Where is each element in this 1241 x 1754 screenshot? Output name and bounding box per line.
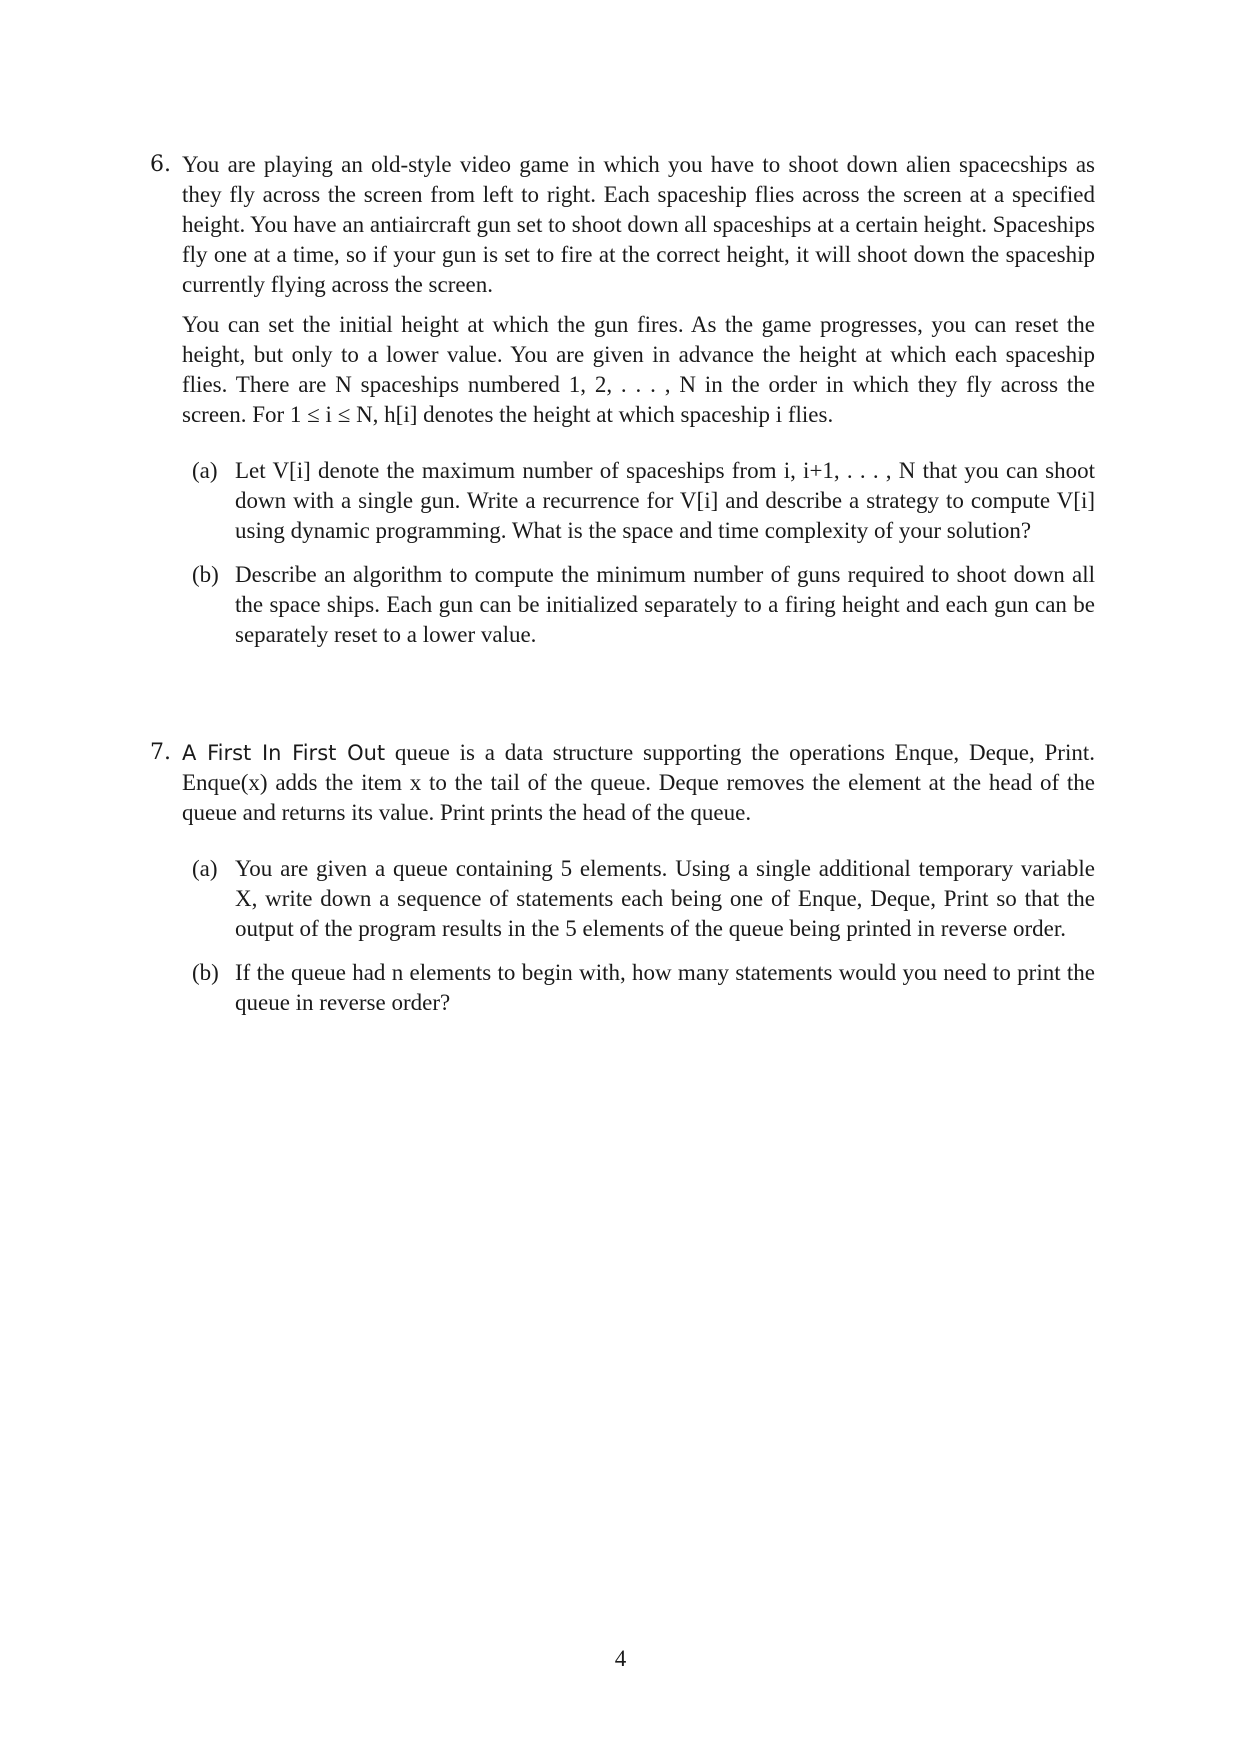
subpart-text: Describe an algorithm to compute the minimum number of guns required to shoot down all the space ships. Each gun can be initialized separately to a firing height and each gun can be separately reset to a lower value. <box>235 562 1095 647</box>
subpart-text: You are given a queue containing 5 elements. Using a single additional temporary variable X, write down a sequence of statements each being one of Enque, Deque, Print so that the output of the program results in the 5 elements of the queue being printed in reverse order. <box>235 856 1095 941</box>
subpart-text: If the queue had n elements to begin with, how many statements would you need to print the queue in reverse order? <box>235 960 1095 1015</box>
subpart-label: (b) <box>192 960 219 985</box>
subpart-b <box>182 560 1095 650</box>
problem-body <box>182 738 1095 1018</box>
fifo-term: A First In First Out <box>182 741 386 765</box>
problem-paragraph: You are playing an old-style video game in which you have to shoot down alien spacecships as they fly across the screen from left to right. Each spaceship flies across the screen at a specified height. You have an antiaircraft gun set to shoot down all spaceships at a certain height. Spaceships fly one at a time, so if your gun is set to fire at the correct height, it will shoot down the spaceship currently flying across the screen. <box>182 152 1095 297</box>
subpart-a <box>182 854 1095 944</box>
subpart-list <box>182 456 1095 650</box>
subpart-list <box>182 854 1095 1018</box>
problem-paragraph <box>182 738 1095 828</box>
problem-body <box>182 150 1095 650</box>
paragraph-rest: queue is a data structure supporting the operations Enque, Deque, Print. Enque(x) adds the item x to the tail of the queue. Deque removes the element at the head of the queue and returns its value. Print prints the head of the queue. <box>182 740 1095 825</box>
problem-number: 7. <box>150 740 171 765</box>
subpart-text: Let V[i] denote the maximum number of spaceships from i, i+1, . . . , N that you can shoot down with a single gun. Write a recurrence for V[i] and describe a strategy to compute V[i] using dynamic programming. What is the space and time complexity of your solution? <box>235 458 1095 543</box>
problem-6 <box>150 150 1095 664</box>
subpart-label: (b) <box>192 562 219 587</box>
subpart-label: (a) <box>192 458 218 483</box>
subpart-b <box>182 958 1095 1018</box>
subpart-a <box>182 456 1095 546</box>
problem-number: 6. <box>150 152 171 177</box>
problem-7 <box>150 738 1095 1032</box>
subpart-label: (a) <box>192 856 218 881</box>
page-number: 4 <box>614 1646 627 1671</box>
problem-paragraph: You can set the initial height at which the gun fires. As the game progresses, you can reset the height, but only to a lower value. You are given in advance the height at which each spaceship flies. There are N spaceships numbered 1, 2, . . . , N in the order in which they fly across the screen. For 1 ≤ i ≤ N, h[i] denotes the height at which spaceship i flies. <box>182 312 1095 427</box>
